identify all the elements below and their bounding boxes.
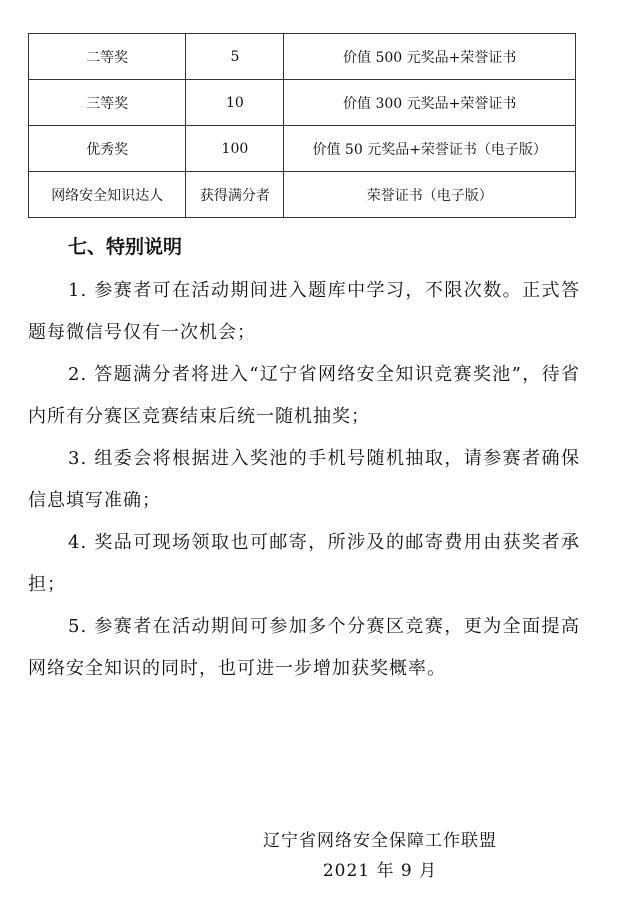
prize-level-cell: 二等奖 (29, 34, 186, 80)
prize-reward-cell: 价值 500 元奖品+荣誉证书 (284, 34, 576, 80)
table-row (29, 80, 576, 126)
prize-level-cell: 优秀奖 (29, 126, 186, 172)
section-heading: 七、特别说明 (68, 236, 183, 258)
signature-organization: 辽宁省网络安全保障工作联盟 (263, 831, 497, 851)
prize-reward-cell: 荣誉证书（电子版） (284, 172, 576, 218)
prize-table (28, 33, 576, 218)
list-item: 3. 组委会将根据进入奖池的手机号随机抽取，请参赛者确保信息填写准确； (28, 448, 580, 511)
prize-count-cell: 获得满分者 (186, 172, 284, 218)
signature-block (240, 826, 520, 886)
signature-date: 2021 年 9 月 (322, 861, 438, 881)
list-item: 4. 奖品可现场领取也可邮寄，所涉及的邮寄费用由获奖者承担； (28, 532, 580, 595)
prize-count-cell: 5 (186, 34, 284, 80)
list-item: 2. 答题满分者将进入“辽宁省网络安全知识竞赛奖池”，待省内所有分赛区竞赛结束后统一随机抽奖； (28, 364, 580, 427)
table-row (29, 172, 576, 218)
prize-count-cell: 100 (186, 126, 284, 172)
list-item: 1. 参赛者可在活动期间进入题库中学习，不限次数。正式答题每微信号仅有一次机会； (28, 280, 580, 343)
prize-count-cell: 10 (186, 80, 284, 126)
prize-reward-cell: 价值 300 元奖品+荣誉证书 (284, 80, 576, 126)
prize-level-cell: 三等奖 (29, 80, 186, 126)
prize-reward-cell: 价值 50 元奖品+荣誉证书（电子版） (284, 126, 576, 172)
special-notes-list (28, 270, 580, 690)
prize-level-cell: 网络安全知识达人 (29, 172, 186, 218)
table-row (29, 126, 576, 172)
table-row (29, 34, 576, 80)
list-item: 5. 参赛者在活动期间可参加多个分赛区竞赛，更为全面提高网络安全知识的同时，也可进一步增加获奖概率。 (28, 616, 580, 679)
